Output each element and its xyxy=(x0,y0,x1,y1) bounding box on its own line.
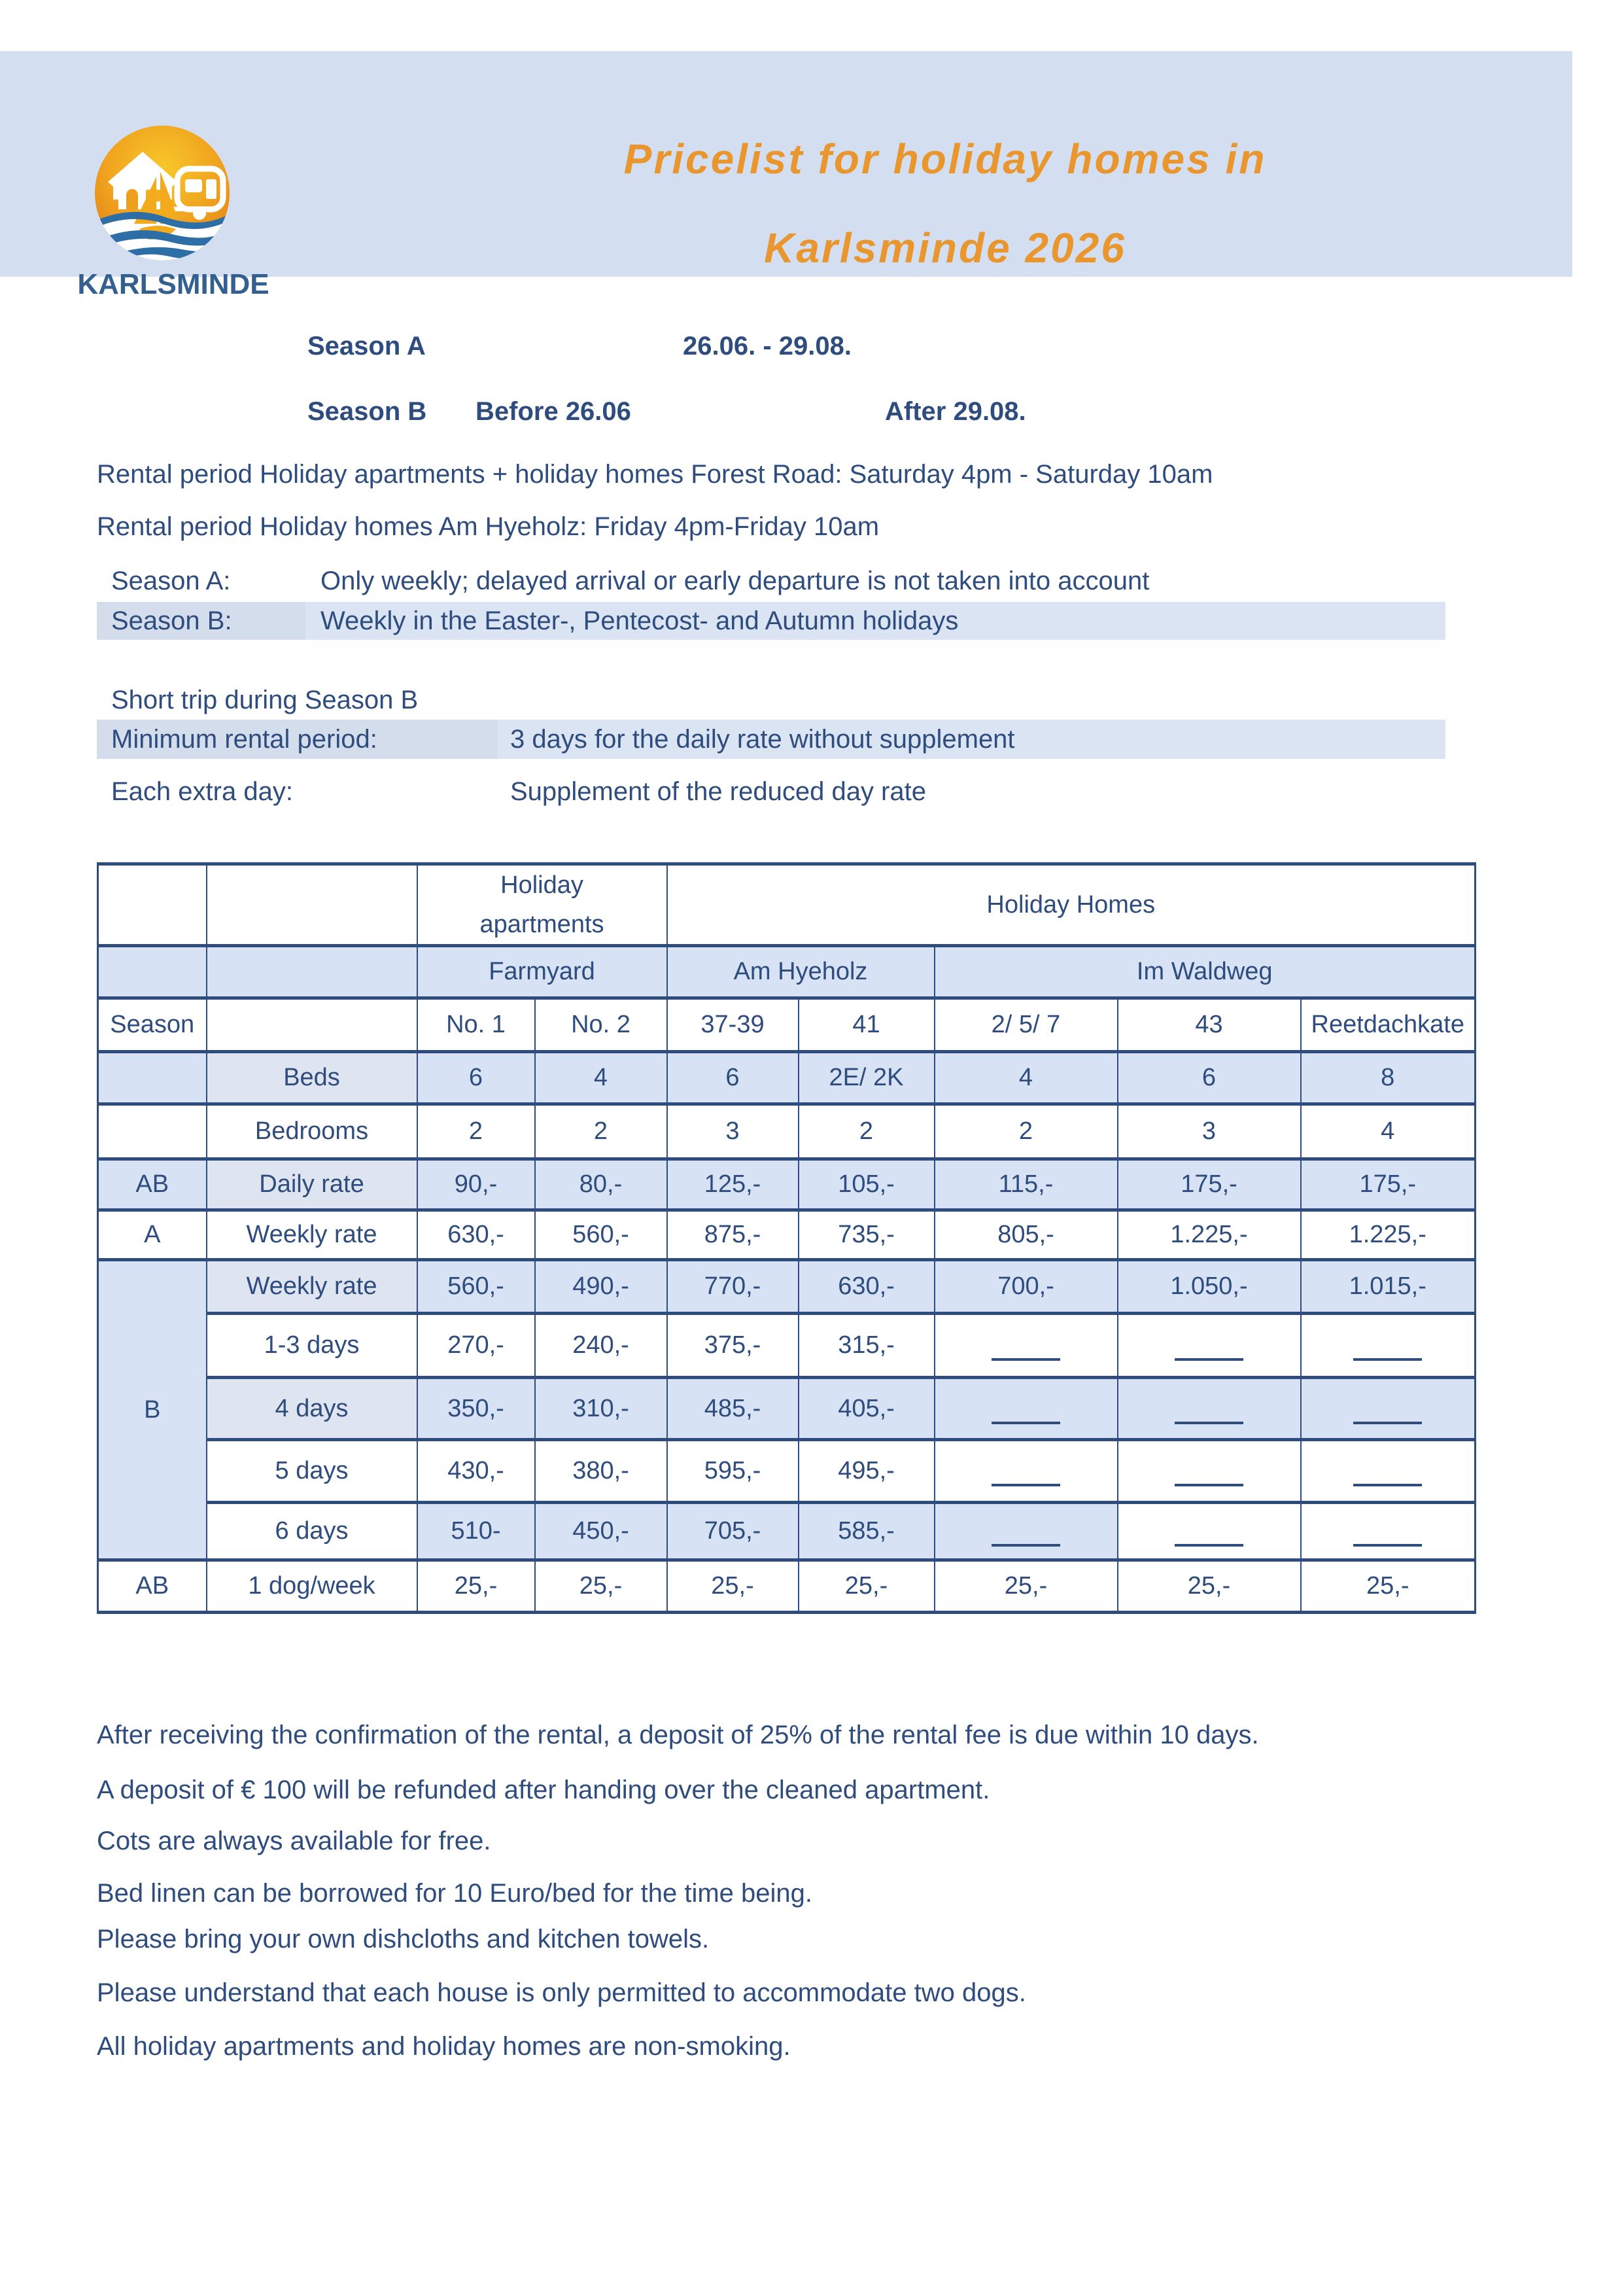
location-farmyard: Farmyard xyxy=(417,946,667,998)
table-row-beds xyxy=(98,1052,1476,1104)
table-row-bedrooms xyxy=(98,1104,1476,1159)
unit-header: Reetdachkate xyxy=(1301,998,1476,1052)
footer-notes xyxy=(97,1719,1536,2062)
blank-price-cell xyxy=(1301,1314,1476,1378)
season-a-note-text: Only weekly; delayed arrival or early departure is not taken into account xyxy=(320,567,1150,595)
page-title-line1: Pricelist for holiday homes in xyxy=(623,135,1267,183)
price-cell: 405,- xyxy=(799,1378,935,1440)
price-cell: 175,- xyxy=(1118,1159,1301,1210)
blank-line xyxy=(992,1422,1060,1424)
blank-price-cell xyxy=(935,1314,1118,1378)
price-table xyxy=(97,862,1476,1614)
blank-line xyxy=(1175,1544,1243,1547)
blank-line xyxy=(1353,1484,1422,1486)
beds-value: 8 xyxy=(1301,1052,1476,1104)
karlsminde-logo xyxy=(94,124,231,262)
price-cell: 25,- xyxy=(1118,1560,1301,1613)
table-row-6-days xyxy=(98,1503,1476,1560)
price-cell: 315,- xyxy=(799,1314,935,1378)
empty-cell xyxy=(207,864,417,946)
note-non-smoking: All holiday apartments and holiday homes are non-smoking. xyxy=(97,2032,791,2061)
season-cell xyxy=(98,1052,207,1104)
price-cell: 585,- xyxy=(799,1503,935,1560)
blank-line xyxy=(1353,1422,1422,1424)
unit-header: 2/ 5/ 7 xyxy=(935,998,1118,1052)
blank-line xyxy=(992,1358,1060,1361)
season-b-note-text: Weekly in the Easter-, Pentecost- and Autumn holidays xyxy=(305,602,1445,640)
minimum-rental-row xyxy=(97,720,1445,759)
empty-cell xyxy=(98,864,207,946)
table-row-weekly-rate-b xyxy=(98,1260,1476,1314)
row-label: 4 days xyxy=(207,1378,417,1440)
unit-header: 37-39 xyxy=(667,998,799,1052)
table-row-daily-rate xyxy=(98,1159,1476,1210)
note-bed-linen: Bed linen can be borrowed for 10 Euro/bed for the time being. xyxy=(97,1879,813,1908)
price-cell: 25,- xyxy=(535,1560,667,1613)
blank-line xyxy=(992,1544,1060,1547)
location-am-hyeholz: Am Hyeholz xyxy=(667,946,935,998)
price-cell: 80,- xyxy=(535,1159,667,1210)
price-cell: 510- xyxy=(417,1503,535,1560)
price-cell: 1.225,- xyxy=(1301,1210,1476,1260)
season-cell: AB xyxy=(98,1159,207,1210)
price-cell: 495,- xyxy=(799,1440,935,1503)
rental-period-line-2: Rental period Holiday homes Am Hyeholz: Friday 4pm-Friday 10am xyxy=(97,512,880,541)
season-b-before: Before 26.06 xyxy=(475,397,631,426)
blank-price-cell xyxy=(1301,1440,1476,1503)
row-label: Beds xyxy=(207,1052,417,1104)
price-cell: 25,- xyxy=(1301,1560,1476,1613)
beds-value: 4 xyxy=(535,1052,667,1104)
price-cell: 25,- xyxy=(667,1560,799,1613)
unit-header: No. 1 xyxy=(417,998,535,1052)
table-unit-header-row xyxy=(98,998,1476,1052)
blank-line xyxy=(1175,1484,1243,1486)
empty-cell xyxy=(207,998,417,1052)
price-cell: 560,- xyxy=(535,1210,667,1260)
season-a-dates: 26.06. - 29.08. xyxy=(683,332,852,360)
bedrooms-value: 4 xyxy=(1301,1104,1476,1159)
row-label: Weekly rate xyxy=(207,1260,417,1314)
price-cell: 175,- xyxy=(1301,1159,1476,1210)
row-label: 1 dog/week xyxy=(207,1560,417,1613)
price-cell: 25,- xyxy=(935,1560,1118,1613)
minimum-rental-text: 3 days for the daily rate without supplement xyxy=(498,720,1445,759)
beds-value: 6 xyxy=(667,1052,799,1104)
price-cell: 1.050,- xyxy=(1118,1260,1301,1314)
price-cell: 270,- xyxy=(417,1314,535,1378)
season-b-note-label: Season B: xyxy=(97,602,305,640)
table-row-4-days xyxy=(98,1378,1476,1440)
row-label: 1-3 days xyxy=(207,1314,417,1378)
price-cell: 25,- xyxy=(799,1560,935,1613)
blank-line xyxy=(1175,1422,1243,1424)
bedrooms-value: 2 xyxy=(935,1104,1118,1159)
price-cell: 700,- xyxy=(935,1260,1118,1314)
season-a-label: Season A xyxy=(307,332,426,360)
short-trip-title: Short trip during Season B xyxy=(111,686,419,714)
price-cell: 560,- xyxy=(417,1260,535,1314)
empty-cell xyxy=(207,946,417,998)
note-deposit-100: A deposit of € 100 will be refunded after handing over the cleaned apartment. xyxy=(97,1776,990,1804)
bedrooms-value: 2 xyxy=(417,1104,535,1159)
note-cots: Cots are always available for free. xyxy=(97,1827,491,1855)
price-cell: 735,- xyxy=(799,1210,935,1260)
price-cell: 705,- xyxy=(667,1503,799,1560)
location-im-waldweg: Im Waldweg xyxy=(935,946,1476,998)
bedrooms-value: 2 xyxy=(535,1104,667,1159)
blank-line xyxy=(1353,1358,1422,1361)
blank-price-cell xyxy=(1118,1503,1301,1560)
price-cell: 375,- xyxy=(667,1314,799,1378)
season-a-note-label: Season A: xyxy=(111,567,231,595)
price-cell: 25,- xyxy=(417,1560,535,1613)
price-cell: 105,- xyxy=(799,1159,935,1210)
season-b-label: Season B xyxy=(307,397,427,426)
price-cell: 1.015,- xyxy=(1301,1260,1476,1314)
season-cell: A xyxy=(98,1210,207,1260)
row-label: Daily rate xyxy=(207,1159,417,1210)
blank-price-cell xyxy=(1118,1440,1301,1503)
logo-icon xyxy=(94,124,231,262)
page-title xyxy=(569,135,1321,272)
empty-cell xyxy=(98,946,207,998)
price-cell: 485,- xyxy=(667,1378,799,1440)
beds-value: 6 xyxy=(417,1052,535,1104)
rental-period-line-1: Rental period Holiday apartments + holiday homes Forest Road: Saturday 4pm - Saturday 10am xyxy=(97,460,1213,489)
price-cell: 240,- xyxy=(535,1314,667,1378)
season-b-after: After 29.08. xyxy=(885,397,1026,426)
blank-price-cell xyxy=(935,1378,1118,1440)
season-b-merged-cell: B xyxy=(98,1260,207,1560)
price-cell: 310,- xyxy=(535,1378,667,1440)
beds-value: 6 xyxy=(1118,1052,1301,1104)
price-cell: 125,- xyxy=(667,1159,799,1210)
blank-price-cell xyxy=(935,1503,1118,1560)
blank-price-cell xyxy=(1301,1503,1476,1560)
blank-price-cell xyxy=(935,1440,1118,1503)
price-cell: 115,- xyxy=(935,1159,1118,1210)
price-cell: 1.225,- xyxy=(1118,1210,1301,1260)
beds-value: 2E/ 2K xyxy=(799,1052,935,1104)
page-title-line2: Karlsminde 2026 xyxy=(764,224,1126,272)
price-cell: 630,- xyxy=(417,1210,535,1260)
extra-day-text: Supplement of the reduced day rate xyxy=(510,777,926,806)
group-holiday-homes: Holiday Homes xyxy=(667,864,1476,946)
row-label: 6 days xyxy=(207,1503,417,1560)
price-cell: 875,- xyxy=(667,1210,799,1260)
price-cell: 380,- xyxy=(535,1440,667,1503)
row-label: Weekly rate xyxy=(207,1210,417,1260)
row-label: 5 days xyxy=(207,1440,417,1503)
price-cell: 350,- xyxy=(417,1378,535,1440)
season-b-note-row xyxy=(97,602,1445,640)
table-row-weekly-rate-a xyxy=(98,1210,1476,1260)
header-band xyxy=(0,51,1572,300)
price-cell: 490,- xyxy=(535,1260,667,1314)
blank-price-cell xyxy=(1301,1378,1476,1440)
note-two-dogs: Please understand that each house is only permitted to accommodate two dogs. xyxy=(97,1978,1026,2007)
bedrooms-value: 3 xyxy=(667,1104,799,1159)
note-dishcloths: Please bring your own dishcloths and kitchen towels. xyxy=(97,1925,710,1953)
group-holiday-apartments: Holiday apartments xyxy=(417,864,667,946)
price-cell: 770,- xyxy=(667,1260,799,1314)
bedrooms-value: 3 xyxy=(1118,1104,1301,1159)
price-cell: 805,- xyxy=(935,1210,1118,1260)
unit-header: 41 xyxy=(799,998,935,1052)
beds-value: 4 xyxy=(935,1052,1118,1104)
price-cell: 450,- xyxy=(535,1503,667,1560)
bedrooms-value: 2 xyxy=(799,1104,935,1159)
season-cell xyxy=(98,1104,207,1159)
price-cell: 595,- xyxy=(667,1440,799,1503)
blank-line xyxy=(992,1484,1060,1486)
price-cell: 90,- xyxy=(417,1159,535,1210)
minimum-rental-label: Minimum rental period: xyxy=(97,720,498,759)
note-deposit-25: After receiving the confirmation of the rental, a deposit of 25% of the rental fee is due within 10 days. xyxy=(97,1721,1259,1749)
extra-day-label: Each extra day: xyxy=(111,777,293,806)
unit-header: 43 xyxy=(1118,998,1301,1052)
extra-day-row xyxy=(97,772,1445,811)
row-label: Bedrooms xyxy=(207,1104,417,1159)
blank-line xyxy=(1175,1358,1243,1361)
blank-line xyxy=(1353,1544,1422,1547)
table-row-dog xyxy=(98,1560,1476,1613)
table-location-header-row xyxy=(98,946,1476,998)
season-cell: AB xyxy=(98,1560,207,1613)
table-group-header-row xyxy=(98,864,1476,946)
blank-price-cell xyxy=(1118,1314,1301,1378)
season-column-header: Season xyxy=(98,998,207,1052)
unit-header: No. 2 xyxy=(535,998,667,1052)
price-cell: 630,- xyxy=(799,1260,935,1314)
blank-price-cell xyxy=(1118,1378,1301,1440)
table-row-5-days xyxy=(98,1440,1476,1503)
table-row-1-3-days xyxy=(98,1314,1476,1378)
logo-wordmark: KARLSMINDE xyxy=(77,268,269,300)
price-cell: 430,- xyxy=(417,1440,535,1503)
